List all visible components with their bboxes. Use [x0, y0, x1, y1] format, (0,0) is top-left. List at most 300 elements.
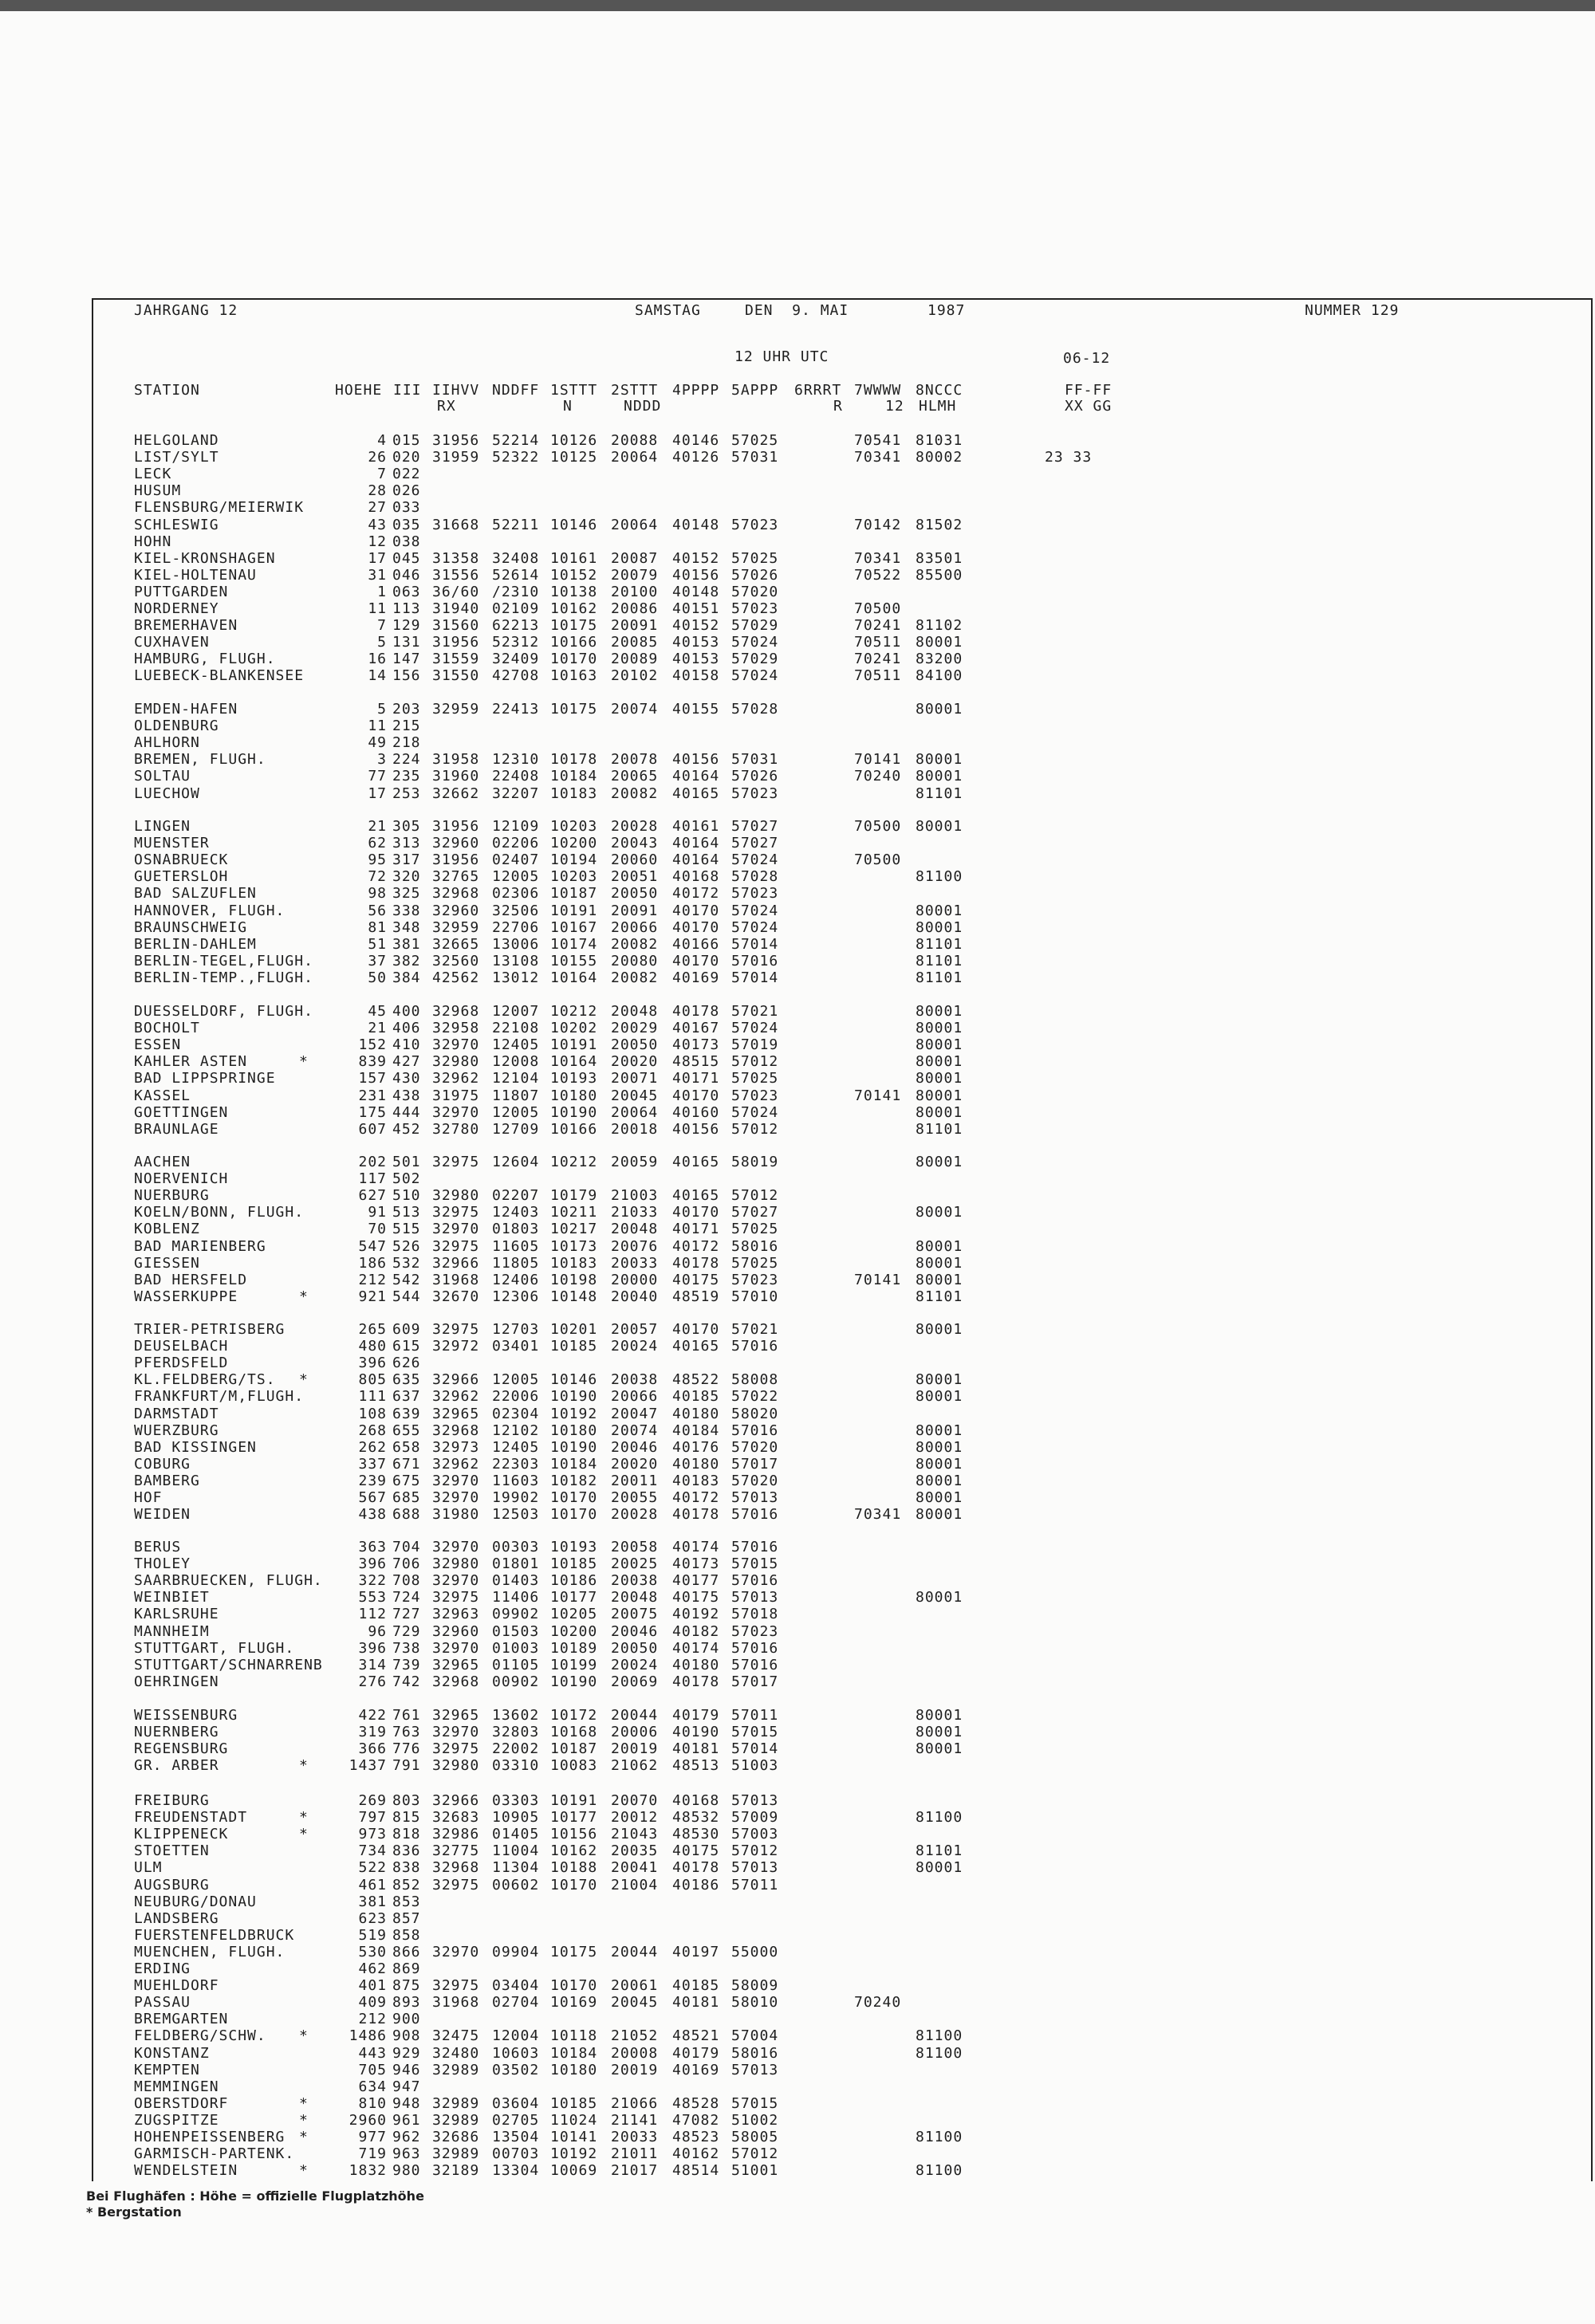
cell-nddff: 01105: [492, 1656, 540, 1673]
cell-s5: 57023: [731, 600, 779, 617]
cell-s4: 40170: [672, 1204, 720, 1221]
cell-iii: 858: [392, 1926, 421, 1944]
cell-hoehe: 1486: [349, 2027, 387, 2045]
cell-s1: 10148: [550, 1288, 598, 1305]
cell-s4: 40175: [672, 1271, 720, 1288]
cell-iihvv: 32962: [432, 1388, 480, 1406]
cell-s5: 57014: [731, 969, 779, 986]
cell-s2: 20048: [611, 1589, 659, 1606]
cell-station: MANNHEIM: [134, 1622, 210, 1640]
cell-s1: 10184: [550, 2044, 598, 2062]
mountain-station-marker: *: [299, 1757, 309, 1775]
cell-s4: 40178: [672, 1859, 720, 1877]
cell-s4: 40166: [672, 935, 720, 953]
cell-iii: 382: [392, 952, 421, 969]
cell-s5: 57029: [731, 617, 779, 635]
cell-hoehe: 7: [377, 617, 387, 635]
cell-station: FLENSBURG/MEIERWIK: [134, 499, 305, 517]
cell-s5: 57011: [731, 1876, 779, 1893]
cell-nddff: 01803: [492, 1221, 540, 1238]
cell-nddff: 01503: [492, 1622, 540, 1640]
cell-s2: 20020: [611, 1455, 659, 1473]
cell-s2: 20006: [611, 1724, 659, 1741]
cell-s4: 40165: [672, 1187, 720, 1205]
cell-station: FREIBURG: [134, 1792, 210, 1809]
cell-station: GOETTINGEN: [134, 1103, 229, 1121]
mountain-station-marker: *: [299, 1053, 309, 1071]
cell-iii: 045: [392, 549, 421, 567]
cell-hoehe: 409: [358, 1994, 387, 2011]
cell-s4: 40184: [672, 1422, 720, 1439]
cell-station: BERLIN-DAHLEM: [134, 935, 257, 953]
cell-s8: 84100: [916, 667, 963, 685]
cell-s8: 80001: [916, 1707, 963, 1724]
cell-s1: 10069: [550, 2162, 598, 2180]
cell-s4: 40182: [672, 1622, 720, 1640]
cell-iii: 406: [392, 1020, 421, 1037]
cell-s8: 81100: [916, 2027, 963, 2045]
cell-s2: 20060: [611, 851, 659, 869]
cell-hoehe: 4: [377, 432, 387, 449]
cell-iihvv: 31968: [432, 1994, 480, 2011]
cell-s1: 10185: [550, 1555, 598, 1573]
cell-s7: 70500: [854, 818, 902, 835]
cell-station: MEMMINGEN: [134, 2078, 219, 2095]
cell-nddff: 13304: [492, 2162, 540, 2180]
cell-iii: 542: [392, 1271, 421, 1288]
cell-s8: 81031: [916, 432, 963, 449]
cell-s4: 40169: [672, 2061, 720, 2078]
cell-s5: 58016: [731, 1237, 779, 1255]
cell-hoehe: 396: [358, 1639, 387, 1657]
cell-iihvv: 32960: [432, 835, 480, 852]
cell-nddff: 12102: [492, 1422, 540, 1439]
cell-nddff: 02704: [492, 1994, 540, 2011]
cell-iii: 946: [392, 2061, 421, 2078]
cell-iihvv: 32965: [432, 1405, 480, 1422]
cell-s4: 40156: [672, 751, 720, 769]
cell-station: BREMERHAVEN: [134, 617, 238, 635]
cell-s4: 40167: [672, 1020, 720, 1037]
cell-nddff: 22002: [492, 1740, 540, 1758]
cell-station: OEHRINGEN: [134, 1673, 219, 1690]
cell-s7: 70541: [854, 432, 902, 449]
cell-s1: 10162: [550, 600, 598, 617]
cell-station: WEISSENBURG: [134, 1707, 238, 1724]
cell-s7: 70241: [854, 617, 902, 635]
cell-station: STUTTGART, FLUGH.: [134, 1639, 295, 1657]
cell-s5: 58010: [731, 1994, 779, 2011]
cell-s4: 40165: [672, 784, 720, 802]
cell-s7: 70522: [854, 566, 902, 584]
cell-s2: 21052: [611, 2027, 659, 2045]
cell-iii: 947: [392, 2078, 421, 2095]
cell-iii: 348: [392, 918, 421, 936]
cell-nddff: 12709: [492, 1120, 540, 1138]
cell-hoehe: 547: [358, 1237, 387, 1255]
cell-iii: 384: [392, 969, 421, 986]
col-ff: FF-FF: [1065, 382, 1113, 399]
cell-hoehe: 396: [358, 1355, 387, 1372]
cell-s8: 81100: [916, 2162, 963, 2180]
cell-s4: 40174: [672, 1639, 720, 1657]
cell-s5: 57012: [731, 1187, 779, 1205]
cell-s1: 10185: [550, 2094, 598, 2112]
cell-s5: 57023: [731, 516, 779, 533]
cell-hoehe: 45: [368, 1003, 387, 1020]
cell-nddff: 03604: [492, 2094, 540, 2112]
cell-s2: 20059: [611, 1154, 659, 1170]
cell-s5: 57015: [731, 1724, 779, 1741]
cell-iihvv: 32975: [432, 1589, 480, 1606]
cell-iihvv: 31940: [432, 600, 480, 617]
cell-iii: 038: [392, 533, 421, 550]
cell-s1: 10146: [550, 1371, 598, 1389]
cell-s4: 48532: [672, 1809, 720, 1827]
cell-s2: 20070: [611, 1792, 659, 1809]
cell-nddff: 12005: [492, 1371, 540, 1389]
cell-s1: 10190: [550, 1103, 598, 1121]
cell-s4: 40164: [672, 835, 720, 852]
col-4pppp: 4PPPP: [672, 382, 720, 399]
cell-s8: 81102: [916, 617, 963, 635]
cell-s2: 20047: [611, 1405, 659, 1422]
cell-hoehe: 262: [358, 1438, 387, 1456]
cell-hoehe: 12: [368, 533, 387, 550]
cell-hoehe: 202: [358, 1154, 387, 1170]
cell-s2: 20048: [611, 1003, 659, 1020]
cell-nddff: 32207: [492, 784, 540, 802]
cell-iihvv: 31959: [432, 449, 480, 466]
cell-s2: 20025: [611, 1555, 659, 1573]
cell-iihvv: 32970: [432, 1036, 480, 1054]
cell-s1: 10187: [550, 1740, 598, 1758]
cell-hoehe: 623: [358, 1909, 387, 1927]
cell-iii: 022: [392, 466, 421, 483]
cell-nddff: 01801: [492, 1555, 540, 1573]
cell-iihvv: 32973: [432, 1438, 480, 1456]
cell-iihvv: 42562: [432, 969, 480, 986]
cell-s8: 80001: [916, 1154, 963, 1170]
cell-nddff: 00703: [492, 2145, 540, 2163]
cell-hoehe: 438: [358, 1506, 387, 1524]
cell-station: NUERBURG: [134, 1187, 210, 1205]
cell-s4: 40190: [672, 1724, 720, 1741]
cell-s1: 10200: [550, 1622, 598, 1640]
col-5appp: 5APPP: [731, 382, 779, 399]
cell-nddff: 12007: [492, 1003, 540, 1020]
cell-iihvv: 32975: [432, 1740, 480, 1758]
cell-iihvv: 32958: [432, 1020, 480, 1037]
cell-s5: 57013: [731, 1859, 779, 1877]
cell-station: BAD SALZUFLEN: [134, 885, 257, 902]
cell-iii: 635: [392, 1371, 421, 1389]
cell-station: WEINBIET: [134, 1589, 210, 1606]
cell-station: SOLTAU: [134, 768, 191, 785]
cell-iii: 961: [392, 2111, 421, 2129]
cell-s5: 55000: [731, 1943, 779, 1960]
cell-s8: 80001: [916, 768, 963, 785]
cell-station: THOLEY: [134, 1555, 191, 1573]
cell-s4: 40178: [672, 1673, 720, 1690]
cell-iii: 113: [392, 600, 421, 617]
cell-s7: 70142: [854, 516, 902, 533]
cell-iii: 218: [392, 734, 421, 752]
cell-station: BOCHOLT: [134, 1020, 200, 1037]
cell-s5: 57020: [731, 583, 779, 600]
cell-s2: 20100: [611, 583, 659, 600]
cell-s4: 40148: [672, 516, 720, 533]
cell-s1: 10190: [550, 1438, 598, 1456]
cell-iihvv: 32989: [432, 2111, 480, 2129]
cell-station: SAARBRUECKEN, FLUGH.: [134, 1572, 323, 1590]
cell-station: BERLIN-TEGEL,FLUGH.: [134, 952, 313, 969]
cell-station: GARMISCH-PARTENK.: [134, 2145, 295, 2163]
cell-iihvv: 32966: [432, 1254, 480, 1272]
cell-s1: 10192: [550, 2145, 598, 2163]
mountain-station-marker: *: [299, 1288, 309, 1305]
cell-iii: 639: [392, 1405, 421, 1422]
cell-s4: 48528: [672, 2094, 720, 2112]
cell-s4: 40155: [672, 701, 720, 718]
cell-s1: 10190: [550, 1388, 598, 1406]
cell-s4: 40151: [672, 600, 720, 617]
cell-nddff: 02207: [492, 1187, 540, 1205]
cell-s1: 10202: [550, 1020, 598, 1037]
cell-nddff: 12005: [492, 868, 540, 886]
cell-iii: 675: [392, 1472, 421, 1489]
col-nddff: NDDFF: [492, 382, 540, 399]
cell-s4: 40192: [672, 1606, 720, 1623]
cell-s2: 20074: [611, 701, 659, 718]
cell-station: FUERSTENFELDBRUCK: [134, 1926, 295, 1944]
cell-station: LECK: [134, 466, 172, 483]
cell-s4: 40175: [672, 1842, 720, 1860]
cell-iihvv: 32975: [432, 1237, 480, 1255]
cell-nddff: 00902: [492, 1673, 540, 1690]
cell-iii: 615: [392, 1338, 421, 1355]
cell-s1: 10203: [550, 868, 598, 886]
mountain-station-marker: *: [299, 2111, 309, 2129]
cell-s1: 10188: [550, 1859, 598, 1877]
cell-s2: 21066: [611, 2094, 659, 2112]
cell-nddff: 52214: [492, 432, 540, 449]
cell-s5: 51002: [731, 2111, 779, 2129]
cell-nddff: 03401: [492, 1338, 540, 1355]
cell-s5: 58008: [731, 1371, 779, 1389]
cell-station: HOHN: [134, 533, 172, 550]
cell-s8: 81101: [916, 935, 963, 953]
cell-s2: 20019: [611, 1740, 659, 1758]
cell-hoehe: 37: [368, 952, 387, 969]
cell-s1: 10184: [550, 1455, 598, 1473]
cell-nddff: 12604: [492, 1154, 540, 1170]
cell-station: HOF: [134, 1489, 163, 1506]
cell-iii: 729: [392, 1622, 421, 1640]
cell-station: WASSERKUPPE: [134, 1288, 238, 1305]
mountain-station-marker: *: [299, 2094, 309, 2112]
cell-hoehe: 21: [368, 818, 387, 835]
cell-nddff: 12005: [492, 1103, 540, 1121]
cell-hoehe: 212: [358, 1271, 387, 1288]
cell-s1: 10175: [550, 701, 598, 718]
cell-s2: 20040: [611, 1288, 659, 1305]
cell-s4: 40164: [672, 768, 720, 785]
cell-iii: 727: [392, 1606, 421, 1623]
cell-s1: 10183: [550, 784, 598, 802]
cell-hoehe: 461: [358, 1876, 387, 1893]
cell-s2: 21011: [611, 2145, 659, 2163]
cell-iihvv: 32189: [432, 2162, 480, 2180]
cell-hoehe: 396: [358, 1555, 387, 1573]
cell-s5: 57024: [731, 918, 779, 936]
cell-iihvv: 32968: [432, 885, 480, 902]
cell-s4: 40177: [672, 1572, 720, 1590]
cell-iihvv: 31956: [432, 818, 480, 835]
cell-iii: 948: [392, 2094, 421, 2112]
cell-iihvv: 32975: [432, 1321, 480, 1338]
cell-nddff: 12310: [492, 751, 540, 769]
cell-s8: 80001: [916, 1388, 963, 1406]
cell-s4: 40175: [672, 1589, 720, 1606]
cell-nddff: 32803: [492, 1724, 540, 1741]
cell-s2: 20061: [611, 1977, 659, 1995]
cell-hoehe: 96: [368, 1622, 387, 1640]
cell-hoehe: 72: [368, 868, 387, 886]
cell-s2: 20044: [611, 1707, 659, 1724]
cell-s2: 20038: [611, 1572, 659, 1590]
cell-iii: 510: [392, 1187, 421, 1205]
cell-iihvv: 32970: [432, 1489, 480, 1506]
cell-station: LUEBECK-BLANKENSEE: [134, 667, 305, 685]
cell-s2: 20020: [611, 1053, 659, 1071]
cell-s7: 70141: [854, 1087, 902, 1104]
cell-hoehe: 108: [358, 1405, 387, 1422]
cell-s5: 57012: [731, 1842, 779, 1860]
cell-s1: 10191: [550, 1792, 598, 1809]
cell-s8: 81100: [916, 1809, 963, 1827]
cell-station: GUETERSLOH: [134, 868, 229, 886]
cell-s7: 70511: [854, 634, 902, 651]
cell-nddff: 03303: [492, 1792, 540, 1809]
cell-s5: 58016: [731, 2044, 779, 2062]
cell-iii: 637: [392, 1388, 421, 1406]
cell-station: BRAUNLAGE: [134, 1120, 219, 1138]
cell-s1: 10177: [550, 1809, 598, 1827]
cell-s1: 10155: [550, 952, 598, 969]
cell-s5: 57027: [731, 818, 779, 835]
col-iihvv-sub: RX: [437, 398, 456, 415]
cell-s7: 70240: [854, 1994, 902, 2011]
cell-nddff: 13504: [492, 2129, 540, 2145]
cell-s4: 40180: [672, 1405, 720, 1422]
cell-iihvv: 32975: [432, 1154, 480, 1170]
cell-iii: 739: [392, 1656, 421, 1673]
cell-s8: 80001: [916, 918, 963, 936]
cell-s4: 40181: [672, 1740, 720, 1758]
cell-s2: 20074: [611, 1422, 659, 1439]
cell-iihvv: 32966: [432, 1792, 480, 1809]
cell-nddff: 52322: [492, 449, 540, 466]
cell-s1: 10198: [550, 1271, 598, 1288]
cell-s2: 20050: [611, 1639, 659, 1657]
cell-hoehe: 519: [358, 1926, 387, 1944]
cell-s2: 20033: [611, 2129, 659, 2145]
cell-nddff: 12008: [492, 1053, 540, 1071]
cell-s2: 20028: [611, 818, 659, 835]
cell-nddff: 02306: [492, 885, 540, 902]
cell-hoehe: 553: [358, 1589, 387, 1606]
cell-hoehe: 27: [368, 499, 387, 517]
cell-station: TRIER-PETRISBERG: [134, 1321, 286, 1338]
cell-iii: 544: [392, 1288, 421, 1305]
cell-s2: 20064: [611, 1103, 659, 1121]
cell-s2: 20066: [611, 1388, 659, 1406]
cell-s4: 40171: [672, 1070, 720, 1087]
cell-iii: 893: [392, 1994, 421, 2011]
cell-iii: 791: [392, 1757, 421, 1775]
cell-hoehe: 921: [358, 1288, 387, 1305]
cell-iii: 313: [392, 835, 421, 852]
cell-s1: 10146: [550, 516, 598, 533]
cell-hoehe: 797: [358, 1809, 387, 1827]
cell-iii: 156: [392, 667, 421, 685]
cell-s1: 10192: [550, 1405, 598, 1422]
cell-s5: 51001: [731, 2162, 779, 2180]
cell-s5: 57022: [731, 1388, 779, 1406]
cell-hoehe: 51: [368, 935, 387, 953]
cell-s5: 57016: [731, 1539, 779, 1555]
cell-s8: 80001: [916, 1254, 963, 1272]
cell-iihvv: 32970: [432, 1943, 480, 1960]
cell-iihvv: 32989: [432, 2145, 480, 2163]
col-iii: III: [393, 382, 422, 399]
cell-s2: 21043: [611, 1826, 659, 1843]
cell-iii: 033: [392, 499, 421, 517]
cell-hoehe: 810: [358, 2094, 387, 2112]
cell-s4: 40170: [672, 952, 720, 969]
cell-s5: 57015: [731, 1555, 779, 1573]
cell-s8: 83200: [916, 651, 963, 668]
cell-iihvv: 32989: [432, 2061, 480, 2078]
cell-iii: 430: [392, 1070, 421, 1087]
cell-iii: 317: [392, 851, 421, 869]
cell-s4: 40164: [672, 851, 720, 869]
cell-s5: 57024: [731, 1020, 779, 1037]
cell-iii: 929: [392, 2044, 421, 2062]
cell-s2: 21141: [611, 2111, 659, 2129]
cell-hoehe: 56: [368, 902, 387, 919]
cell-iii: 515: [392, 1221, 421, 1238]
cell-s4: 40170: [672, 918, 720, 936]
cell-s8: 80001: [916, 1103, 963, 1121]
cell-hoehe: 95: [368, 851, 387, 869]
cell-s4: 40178: [672, 1254, 720, 1272]
cell-iihvv: 32980: [432, 1757, 480, 1775]
cell-s8: 80001: [916, 1271, 963, 1288]
cell-s1: 10191: [550, 902, 598, 919]
cell-station: KAHLER ASTEN: [134, 1053, 248, 1071]
cell-s2: 20079: [611, 566, 659, 584]
cell-s2: 20066: [611, 918, 659, 936]
cell-s5: 57016: [731, 952, 779, 969]
cell-iihvv: 32960: [432, 902, 480, 919]
cell-iii: 452: [392, 1120, 421, 1138]
cell-s4: 40180: [672, 1656, 720, 1673]
cell-nddff: 02109: [492, 600, 540, 617]
cell-iihvv: 31358: [432, 549, 480, 567]
cell-hoehe: 366: [358, 1740, 387, 1758]
